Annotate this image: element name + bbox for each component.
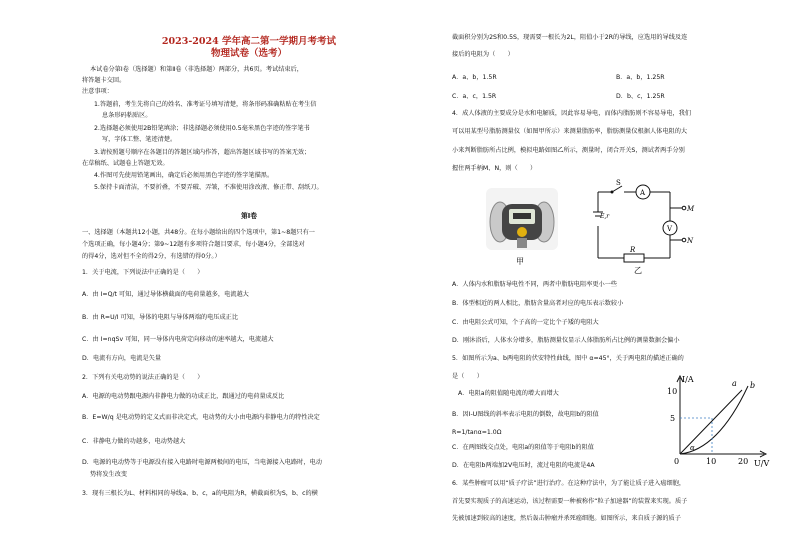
option-line: B．a、b，1.25R [616,74,665,81]
option-line: A．人体内水和脂肪导电性不同，两者中脂肪电阻率更小一些 [452,281,618,288]
switch-label: S [616,179,621,187]
option-line: C．非静电力做的功越多，电动势越大 [82,438,186,445]
option-line: A．电源的电动势跟电源内非静电力做的功成正比，跟通过的电荷量成反比 [82,393,285,400]
option-line: B．因I-U图线的斜率表示电阻的倒数，故电阻b的阻值 [452,411,599,418]
body-line: 握住两手柄M、N，则（ ） [452,165,537,172]
option-line: B．体型相近的两人相比，脂肪含量高者对应的电压表示数较小 [452,300,624,307]
question-stem: 6．某些肿瘤可以用“质子疗法”进行治疗。在这种疗法中，为了能让质子进入癌细胞， [452,480,686,487]
intro-line: 写，字体工整、笔迹清楚。 [102,136,177,143]
intro-line: 1.答题前，考生先将自己的姓名、准考证号填写清楚，将条形码准确粘贴在考生信 [94,101,317,108]
graph-y-tick: 5 [670,414,676,423]
terminal-n-label: N [687,237,694,245]
angle-label: α [690,444,695,452]
question-stem: 3．现有三根长为L、材料相同的导线a、b、c，a的电阻为R，横截面积为S，b、c的横 [82,490,318,497]
body-line: 小来判断脂肪所占比例，模拟电路如图乙所示，测量时，闭合开关S，测试者两手分别 [452,147,685,154]
option-line: C．由电阻公式可知，个子高的一定比个子矮的电阻大 [452,319,599,326]
intro-line: 将答题卡交回。 [82,77,126,84]
option-line: D．刚沐浴后，人体水分增多，脂肪测量仪显示人体脂肪所占比例的测量数据会偏小 [452,337,680,344]
body-line: 接后的电阻为（ ） [452,51,514,58]
option-line: C．由 I=nqSv 可知，同一导体内电荷定向移动的速率越大，电流越大 [82,336,274,343]
question-stem: 4．成人体液的主要成分是水和电解质，因此容易导电，而体内脂肪则不容易导电，我们 [452,110,692,117]
section-heading: 第Ⅰ卷 [240,212,258,220]
curve-a-label: a [732,379,737,388]
resistor-label: R [630,246,636,254]
graph-y-tick: 10 [667,387,678,396]
option-line: D．在电阻b两端加2V电压时，流过电阻的电流是4A [452,462,595,469]
graph-x-label: U/V [754,459,770,468]
figure-label-jia: 甲 [516,257,524,266]
intro-line: 在草稿纸、试题卷上答题无效。 [82,160,169,167]
intro-line: 本试卷分第Ⅰ卷（选择题）和第Ⅱ卷（非选择题）两部分，共6页。考试结束后， [90,66,303,73]
option-line: D．电流有方向，电流是矢量 [82,355,162,362]
option-line: D．b、c，1.25R [616,93,665,100]
option-line: B．由 R=U/I 可知，导体的电阻与导体两端的电压成正比 [82,314,239,321]
option-line: 势将发生改变 [90,471,128,478]
graph-x-tick: 0 [674,457,680,466]
body-line: 截面积分别为2S和0.5S，现需要一根长为2L，阻值小于2R的导线，应选用的导线及连 [452,34,688,41]
iu-graph [658,372,770,468]
option-line: B．E=W/q 是电动势的定义式而非决定式，电动势的大小由电源内非静电力的特性决定 [82,414,320,421]
option-line: R=1/tanα=1.0Ω [452,429,502,436]
body-line: 先被加速到较高的速度，然后轰击肿瘤并杀死癌细胞。如图所示，来自质子源的质子 [452,515,681,522]
body-line: 一、选择题（本题共12小题，共48分。在每小题给出的四个选项中，第1~8题只有一 [82,229,315,236]
intro-line: 5.保持卡面清洁，不要折叠，不要弄破、弄皱，不准使用涂改液、修正带、刮纸刀。 [94,184,323,191]
option-line: A．电阻a的阻值随电流的增大而增大 [458,390,559,397]
circuit-figure [586,178,696,276]
intro-line: 注意事项： [82,88,113,95]
intro-line: 4.作图可先使用铅笔画出，确定后必须用黑色字迹的签字笔描黑。 [94,172,274,179]
graph-x-tick: 20 [738,457,749,466]
ammeter-label: A [640,189,646,197]
question-stem: 1．关于电流，下列说法中正确的是（ ） [82,269,204,276]
figure-label-yi: 乙 [634,266,642,275]
option-line: A．由 I=Q/t 可知，通过导体横截面的电荷量越多，电流越大 [82,291,249,298]
option-line: C．a、c，1.5R [452,93,497,100]
body-line: 首先要实现质子的高速运动，该过程需要一种被称作“粒子加速器”的装置来实现。质子 [452,498,688,505]
source-label: E,r [600,213,610,220]
body-line: 的得4分，选对但不全的得2分，有选错的得0分。） [82,253,221,260]
question-stem: 5．如图所示为a、b两电阻的伏安特性曲线，图中 α=45°，关于两电阻的描述正确的 [452,355,684,362]
voltmeter-label: V [667,225,673,233]
curve-b-label: b [750,381,756,390]
option-line: C．在两图线交点处，电阻a的阻值等于电阻b的阻值 [452,444,594,451]
body-line: 可以用某型号脂肪测量仪（如图甲所示）来测量脂肪率，脂肪测量仪根据人体电阻的大 [452,128,688,135]
exam-subtitle: 物理试卷（选考） [210,48,287,59]
body-line: 个选项正确，每小题4分；第9~12题有多项符合题目要求，每小题4分，全部选对 [82,241,305,248]
option-line: A．a、b，1.5R [452,74,497,81]
graph-y-label: I/A [682,375,694,384]
exam-title: 2023-2024 学年高二第一学期月考考试 [161,36,337,47]
fat-meter-figure [486,188,558,268]
body-line: 是（ ） [452,373,483,380]
graph-x-tick: 10 [706,457,717,466]
intro-line: 2.选择题必须使用2B铅笔填涂；非选择题必须使用0.5毫米黑色字迹的签字笔书 [94,125,310,132]
terminal-m-label: M [687,205,695,213]
intro-line: 息条形码粘贴区。 [102,112,152,119]
intro-line: 3.请按照题号顺序在各题目的答题区域内作答，超出答题区域书写的答案无效； [94,149,311,156]
option-line: D．电源的电动势等于电源没有接入电路时电源两极间的电压，当电源接入电路时，电动 [82,459,322,466]
question-stem: 2．下列有关电动势的说法正确的是（ ） [82,374,204,381]
